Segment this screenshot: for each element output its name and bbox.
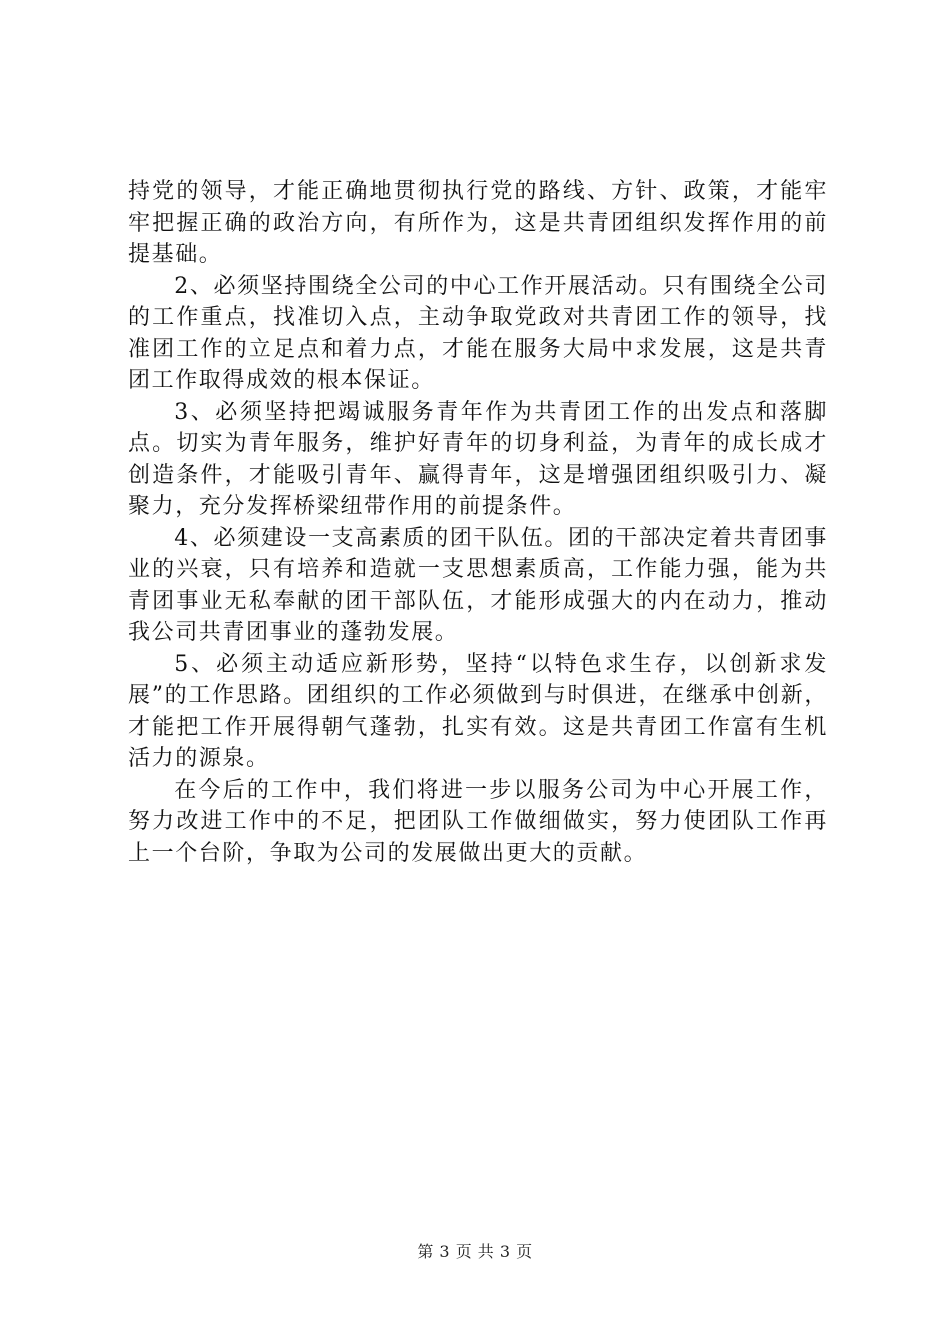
page-number-footer: 第 3 页 共 3 页 bbox=[417, 1242, 533, 1261]
paragraph-point-3: 3、必须坚持把竭诚服务青年作为共青团工作的出发点和落脚点。切实为青年服务，维护好青年的切身利益，为青年的成长成才创造条件，才能吸引青年、赢得青年，这是增强团组织吸引力、凝聚力，充分发挥桥梁纽带作用的前提条件。 bbox=[128, 399, 828, 519]
paragraph-conclusion: 在今后的工作中，我们将进一步以服务公司为中心开展工作，努力改进工作中的不足，把团队工作做细做实，努力使团队工作再上一个台阶，争取为公司的发展做出更大的贡献。 bbox=[128, 777, 828, 866]
paragraph-point-4: 4、必须建设一支高素质的团干队伍。团的干部决定着共青团事业的兴衰，只有培养和造就一支思想素质高，工作能力强，能为共青团事业无私奉献的团干部队伍，才能形成强大的内在动力，推动我公司共青团事业的蓬勃发展。 bbox=[128, 525, 828, 645]
document-body bbox=[128, 176, 828, 869]
paragraph-point-5: 5、必须主动适应新形势，坚持“以特色求生存，以创新求发展”的工作思路。团组织的工作必须做到与时俱进，在继承中创新，才能把工作开展得朝气蓬勃，扎实有效。这是共青团工作富有生机活力的源泉。 bbox=[128, 651, 828, 771]
paragraph-continuation: 持党的领导，才能正确地贯彻执行党的路线、方针、政策，才能牢牢把握正确的政治方向，有所作为，这是共青团组织发挥作用的前提基础。 bbox=[128, 179, 828, 267]
paragraph-point-2: 2、必须坚持围绕全公司的中心工作开展活动。只有围绕全公司的工作重点，找准切入点，主动争取党政对共青团工作的领导，找准团工作的立足点和着力点，才能在服务大局中求发展，这是共青团工作取得成效的根本保证。 bbox=[128, 273, 828, 393]
